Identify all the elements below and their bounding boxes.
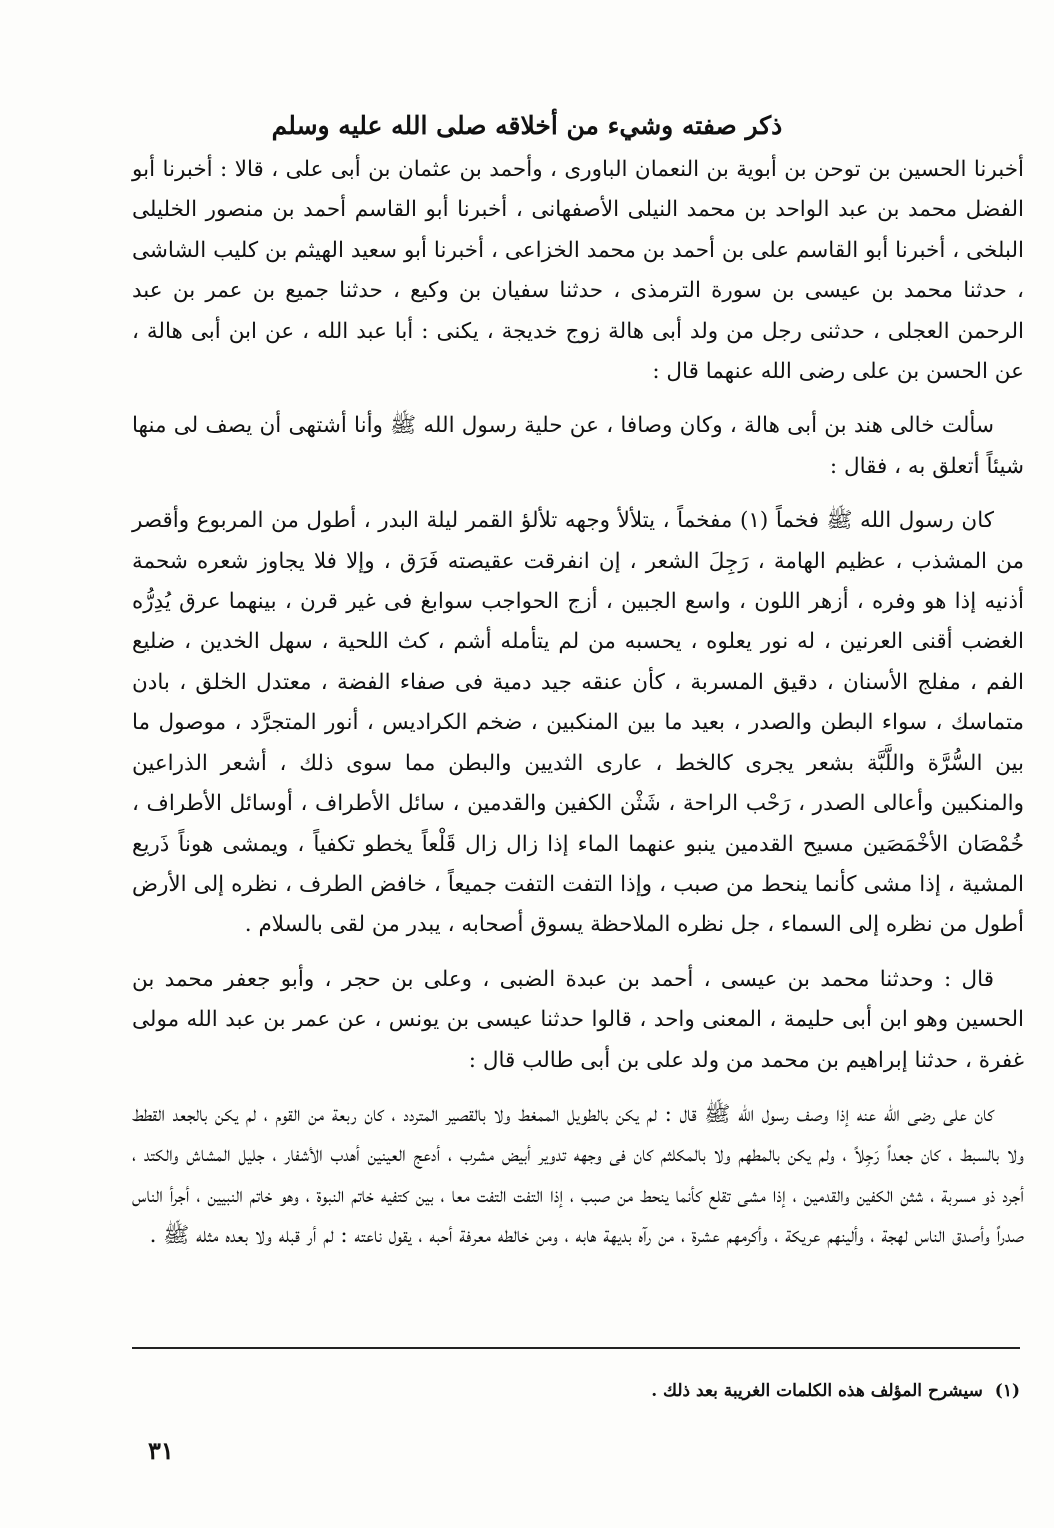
footnote-mark: (١) [994,1381,1020,1401]
ali-description-paragraph: كان على رضى الله عنه إذا وصف رسول الله ﷺ قال : لم يكن بالطويل الممغط ولا بالقصير المتردد ، كان ربعة من القوم ، لم يكن بالجعد القطط ولا بالسبط ، كان جعداً رَجِلاً ، ولم يكن بالمطهم ولا بالمكلثم كان فى وجهه تدوير أبيض مشرب ، أدعج العينين أهدب الأشفار ، جليل المشاش والكتد ، أجرد ذو مسربة ، شثن الكفين والقدمين ، إذا مشى تقلع كأنما ينحط من صبب ، إذا التفت التفت معا ، بين كتفيه خاتم النبوة ، وهو خاتم النبيين ، أجرأ الناس صدراً وأصدق الناس لهجة ، وألينهم عريكة ، وأكرمهم عشرة ، من رآه بديهة هابه ، ومن خالطه معرفة أحبه ، يقول ناعته : لم أر قبله ولا بعده مثله ﷺ . [132,1101,1024,1249]
isnad-paragraph: أخبرنا الحسين بن توحن بن أبوية بن النعمان الباورى ، وأحمد بن عثمان بن أبى على ، قالا : أخبرنا أبو الفضل محمد بن عبد الواحد بن محمد النيلى الأصفهانى ، أخبرنا أبو القاسم أحمد بن منصور الخليلى البلخى ، أخبرنا أبو القاسم على بن أحمد بن محمد الخزاعى ، أخبرنا أبو سعيد الهيثم بن كليب الشاشى ، حدثنا محمد بن عيسى بن سورة الترمذى ، حدثنا سفيان بن وكيع ، حدثنا جميع بن عمر بن عبد الرحمن العجلى ، حدثنى رجل من ولد أبى هالة زوج خديجة ، يكنى : أبا عبد الله ، عن ابن أبى هالة ، عن الحسن بن على رضى الله عنهما قال : [132,157,1024,385]
footnote [140,1378,1020,1404]
main-text [132,150,1024,1271]
description-paragraph: كان رسول الله ﷺ فخماً (١) مفخماً ، يتلألأ وجهه تلألؤ القمر ليلة البدر ، أطول من المربوع وأقصر من المشذب ، عظيم الهامة ، رَجِلَ الشعر ، إن انفرقت عقيصته فَرَق ، وإلا فلا يجاوز شعره شحمة أذنيه إذا هو وفره ، أزهر اللون ، واسع الجبين ، أزج الحواجب سوابغ فى غير قرن ، بينهما عرق يُدِرُّه الغضب أقنى العرنين ، له نور يعلوه ، يحسبه من لم يتأمله أشم ، كث اللحية ، سهل الخدين ، ضليع الفم ، مفلج الأسنان ، دقيق المسربة ، كأن عنقه جيد دمية فى صفاء الفضة ، معتدل الخلق ، بادن متماسك ، سواء البطن والصدر ، بعيد ما بين المنكبين ، ضخم الكراديس ، أنور المتجرَّد ، موصول ما بين السُّرَّة واللَّبَّة بشعر يجرى كالخط ، عارى الثديين والبطن مما سوى ذلك ، أشعر الذراعين والمنكبين وأعالى الصدر ، رَحْب الراحة ، شَثْن الكفين والقدمين ، سائل الأطراف ، أوسائل الأطراف ، خُمْصَان الأخْمَصَين مسيح القدمين ينبو عنهما الماء إذا زال زال قَلْعاً يخطو تكفياً ، ويمشى هوناً ذَريع المشية ، إذا مشى كأنما ينحط من صبب ، وإذا التفت التفت جميعاً ، خافض الطرف ، نظره إلى الأرض أطول من نظره إلى السماء ، جل نظره الملاحظة يسوق أصحابه ، يبدر من لقى بالسلام . [132,508,1024,938]
question-paragraph: سألت خالى هند بن أبى هالة ، وكان وصافا ، عن حلية رسول الله ﷺ وأنا أشتهى أن يصف لى منها شيئاً أتعلق به ، فقال : [132,413,1024,479]
second-isnad-paragraph: قال : وحدثنا محمد بن عيسى ، أحمد بن عبدة الضبى ، وعلى بن حجر ، وأبو جعفر محمد بن الحسين وهو ابن أبى حليمة ، المعنى واحد ، قالوا حدثنا عيسى بن يونس ، عن عمر بن عبد الله مولى غفرة ، حدثنا إبراهيم بن محمد من ولد على بن أبى طالب قال : [132,966,1024,1073]
footnote-divider [132,1347,1020,1349]
footnote-text: سيشرح المؤلف هذه الكلمات الغريبة بعد ذلك . [651,1381,983,1401]
section-heading: ذكر صفته وشيء من أخلاقه صلى الله عليه وسلم [271,111,783,140]
page-number: ٣١ [148,1436,174,1465]
